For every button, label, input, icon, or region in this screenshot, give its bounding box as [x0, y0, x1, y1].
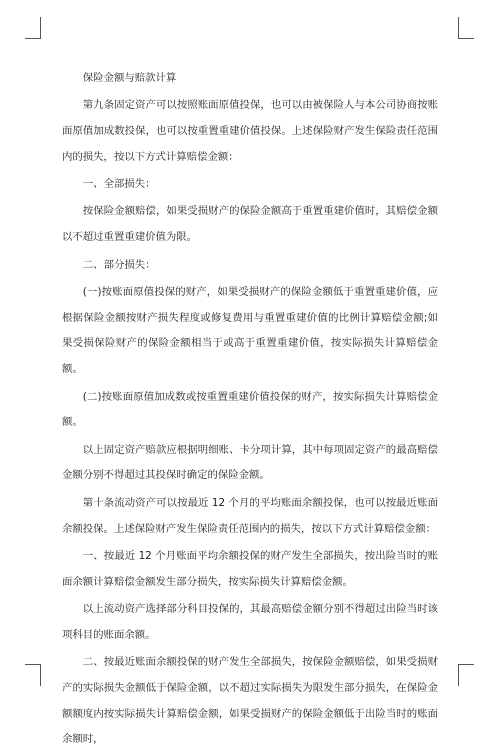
paragraph-3: 按保险金额赔偿，如果受损财产的保险金额高于重置重建价值时，其赔偿金额以不超过重置重建价值为限。: [62, 205, 438, 244]
paragraph-2: 一、全部损失：: [82, 178, 156, 191]
paragraph-9: 一、按最近 12 个月账面平均余额投保的财产发生全部损失，按出险当时的账面余额计算赔偿金额发生部分损失，按实际损失计算赔偿金额。: [62, 549, 438, 588]
paragraph-6: (二)按账面原值加成数或按重置重建价值投保的财产，按实际损失计算赔偿金额。: [62, 390, 438, 429]
crop-mark-bottom-left: [25, 664, 41, 686]
paragraph-10: 以上流动资产选择部分科目投保的，其最高赔偿金额分别不得超过出险当时该项科目的账面余额。: [62, 602, 438, 641]
crop-mark-top-right: [458, 17, 474, 39]
document-title: 保险金额与赔款计算: [82, 72, 177, 84]
paragraph-11: 二、按最近账面余额投保的财产发生全部损失，按保险金额赔偿，如果受损财产的实际损失金额低于保险金额，以不超过实际损失为限发生部分损失，在保险金额额度内按实际损失计算赔偿金额，如果受损财产的保险金额低于出险当时的账面余额时，: [62, 656, 438, 746]
crop-mark-top-left: [25, 17, 41, 39]
paragraph-8: 第十条流动资产可以按最近 12 个月的平均账面余额投保，也可以按最近账面余额投保。上述保险财产发生保险责任范围内的损失，按以下方式计算赔偿金额：: [62, 496, 438, 535]
paragraph-5: (一)按账面原值投保的财产，如果受损财产的保险金额低于重置重建价值，应根据保险金额按财产损失程度或修复费用与重置重建价值的比例计算赔偿金额;如果受损保险财产的保险金额相当于或高于重置重建价值，按实际损失计算赔偿金额。: [62, 285, 438, 376]
crop-mark-bottom-right: [458, 664, 474, 686]
paragraph-7: 以上固定资产赔款应根据明细账、卡分项计算，其中每项固定资产的最高赔偿金额分别不得超过其投保时确定的保险金额。: [62, 443, 438, 482]
paragraph-1: 第九条固定资产可以按照账面原值投保，也可以由被保险人与本公司协商按账面原值加成数投保，也可以按重置重建价值投保。上述保险财产发生保险责任范围内的损失，按以下方式计算赔偿金额：: [62, 99, 438, 163]
paragraph-4: 二、部分损失：: [82, 258, 156, 271]
document-body: [62, 66, 438, 755]
